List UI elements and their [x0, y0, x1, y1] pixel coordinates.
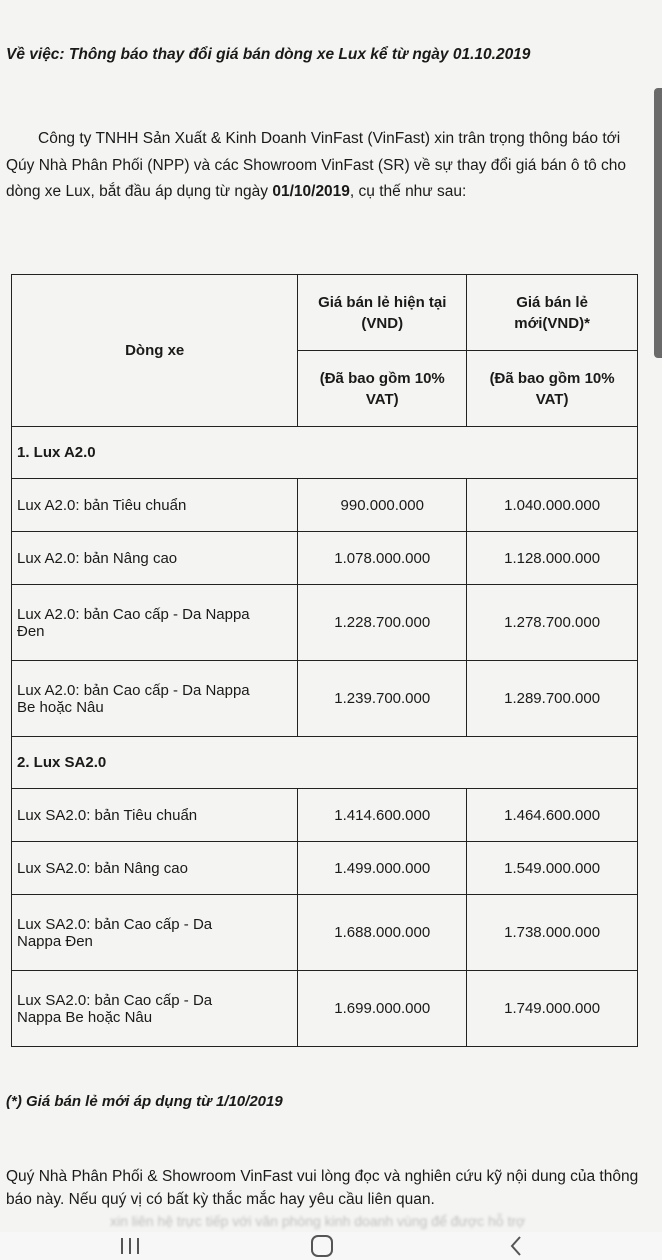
- back-icon[interactable]: [488, 1232, 544, 1260]
- scroll-indicator[interactable]: [654, 88, 662, 358]
- current-price-cell: 1.699.000.000: [298, 971, 467, 1047]
- current-price-cell: 990.000.000: [298, 479, 467, 532]
- header-current-price: Giá bán lẻ hiện tại (VND): [298, 275, 467, 351]
- table-row: [12, 661, 638, 737]
- model-cell: Lux SA2.0: bản Nâng cao: [12, 842, 298, 895]
- intro-text-2: , cụ thế như sau:: [349, 183, 467, 200]
- new-price-cell: 1.289.700.000: [467, 661, 638, 737]
- header-model: Dòng xe: [12, 275, 298, 427]
- table-row: [12, 479, 638, 532]
- intro-paragraph: [6, 126, 642, 206]
- current-price-cell: 1.499.000.000: [298, 842, 467, 895]
- intro-text-1: Công ty TNHH Sản Xuất & Kinh Doanh VinFast (VinFast) xin trân trọng thông báo tới Qúy Nhà Phân Phối (NPP) và các Showroom VinFast (SR) về sự thay đổi giá bán ô tô cho dòng xe Lux, bắt đầu áp dụng từ ngày: [6, 130, 627, 200]
- model-cell: Lux A2.0: bản Cao cấp - Da Nappa Be hoặc Nâu: [12, 661, 298, 737]
- group-row: 2. Lux SA2.0: [12, 737, 638, 789]
- header-vat-current: (Đã bao gồm 10% VAT): [298, 351, 467, 427]
- home-icon[interactable]: [290, 1232, 354, 1260]
- footnote: (*) Giá bán lẻ mới áp dụng từ 1/10/2019: [6, 1093, 283, 1110]
- closing-paragraph: Quý Nhà Phân Phối & Showroom VinFast vui lòng đọc và nghiên cứu kỹ nội dung của thông báo này. Nếu quý vị có bất kỳ thắc mắc hay yêu cầu liên quan.: [6, 1168, 639, 1208]
- table-row: [12, 971, 638, 1047]
- model-cell: Lux SA2.0: bản Cao cấp - Da Nappa Đen: [12, 895, 298, 971]
- recent-apps-icon[interactable]: [100, 1232, 160, 1260]
- model-cell: Lux A2.0: bản Tiêu chuẩn: [12, 479, 298, 532]
- table-row: [12, 789, 638, 842]
- new-price-cell: 1.749.000.000: [467, 971, 638, 1047]
- new-price-cell: 1.278.700.000: [467, 585, 638, 661]
- blurred-text-line: xin liên hệ trực tiếp với văn phòng kinh doanh vùng để được hỗ trợ: [110, 1213, 526, 1229]
- model-cell: Lux SA2.0: bản Cao cấp - Da Nappa Be hoặc Nâu: [12, 971, 298, 1047]
- new-price-cell: 1.549.000.000: [467, 842, 638, 895]
- new-price-cell: 1.040.000.000: [467, 479, 638, 532]
- header-new-price: Giá bán lẻ mới(VND)*: [467, 275, 638, 351]
- current-price-cell: 1.688.000.000: [298, 895, 467, 971]
- table-row: [12, 532, 638, 585]
- document-subject: Về việc: Thông báo thay đổi giá bán dòng xe Lux kể từ ngày 01.10.2019: [6, 46, 531, 63]
- group-row: 1. Lux A2.0: [12, 427, 638, 479]
- table-row: [12, 842, 638, 895]
- current-price-cell: 1.239.700.000: [298, 661, 467, 737]
- new-price-cell: 1.128.000.000: [467, 532, 638, 585]
- table-row: [12, 895, 638, 971]
- current-price-cell: 1.228.700.000: [298, 585, 467, 661]
- header-vat-new: (Đã bao gồm 10% VAT): [467, 351, 638, 427]
- new-price-cell: 1.464.600.000: [467, 789, 638, 842]
- table-row: [12, 585, 638, 661]
- price-table: [11, 274, 638, 1047]
- intro-date: 01/10/2019: [272, 183, 350, 200]
- current-price-cell: 1.414.600.000: [298, 789, 467, 842]
- model-cell: Lux A2.0: bản Cao cấp - Da Nappa Đen: [12, 585, 298, 661]
- model-cell: Lux SA2.0: bản Tiêu chuẩn: [12, 789, 298, 842]
- model-cell: Lux A2.0: bản Nâng cao: [12, 532, 298, 585]
- android-navigation-bar: [0, 1232, 662, 1260]
- current-price-cell: 1.078.000.000: [298, 532, 467, 585]
- new-price-cell: 1.738.000.000: [467, 895, 638, 971]
